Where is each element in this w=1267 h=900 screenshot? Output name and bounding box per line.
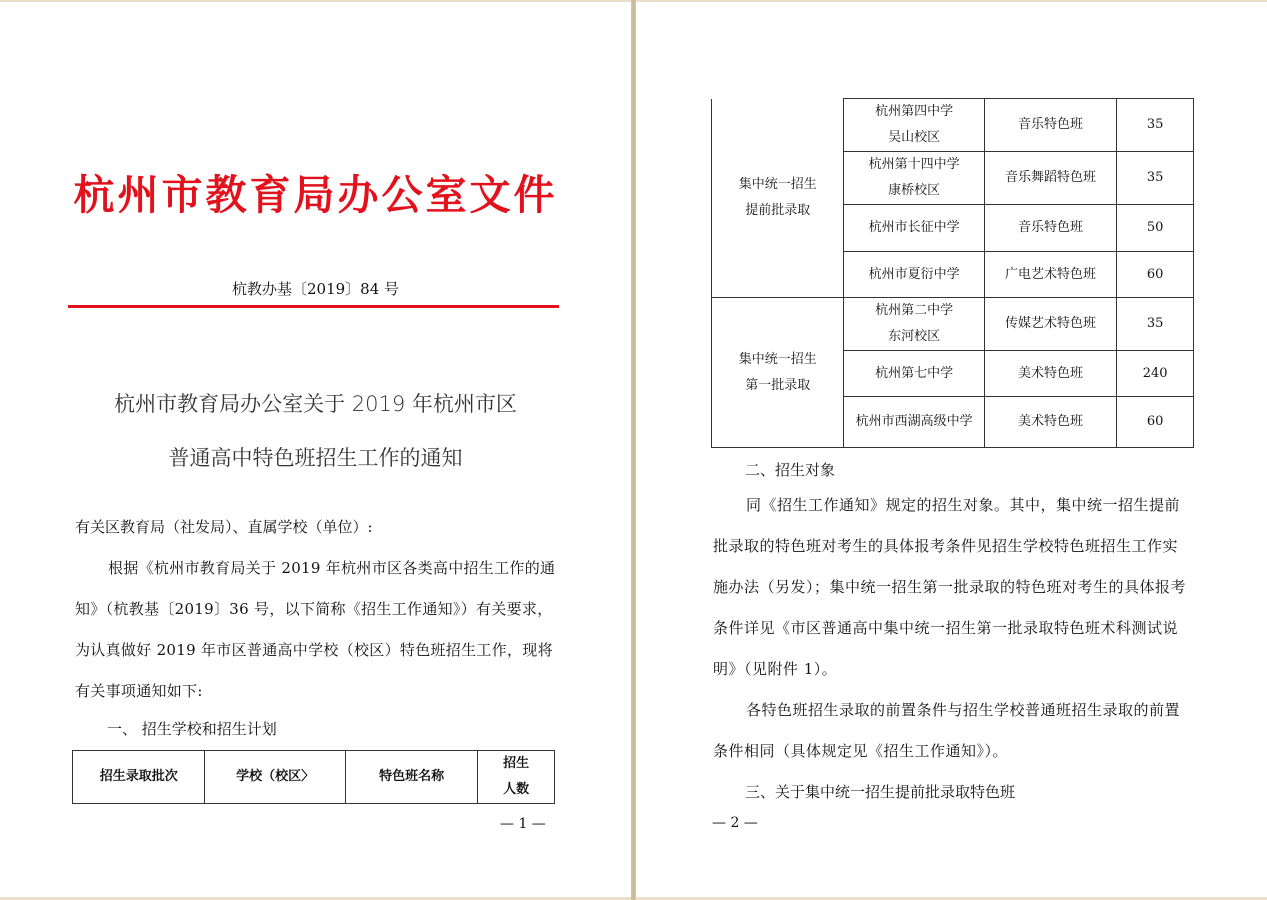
batch-line-1: 集中统一招生	[738, 176, 817, 192]
count-cell: 60	[1117, 397, 1194, 448]
school-cell	[844, 99, 984, 152]
page-number: — 1 —	[500, 816, 546, 832]
body-text: 根据《杭州市教育局关于 2019 年杭州市区各类高中招生工作的通知》（杭教基〔2019〕36 号，以下简称《招生工作通知》）有关要求，为认真做好 2019 年市区普通高中学校（校区）特色班招生工作，现将有关事项通知如下:	[75, 559, 556, 700]
body-paragraphs	[713, 485, 1193, 772]
document-header-title: 杭州市教育局办公室文件	[73, 171, 558, 219]
school-cell: 杭州第七中学	[844, 351, 984, 397]
class-cell: 美术特色班	[984, 397, 1116, 448]
school-cell: 杭州市长征中学	[844, 205, 984, 252]
header-cell-school: 学校（校区〉	[205, 751, 345, 804]
count-cell: 35	[1117, 99, 1194, 152]
school-line-1: 杭州第十四中学	[868, 157, 960, 172]
school-line-2: 康桥校区	[888, 183, 941, 198]
page-number: — 2 —	[712, 815, 758, 831]
school-cell: 杭州市西湖高级中学	[844, 397, 984, 448]
batch-cell	[712, 298, 844, 448]
batch-line-1: 集中统一招生	[738, 351, 817, 367]
class-cell: 传媒艺术特色班	[984, 298, 1116, 351]
count-cell: 60	[1117, 252, 1194, 298]
school-line-2: 吴山校区	[888, 130, 941, 145]
batch-line-2: 第一批录取	[745, 377, 811, 393]
school-cell	[844, 298, 984, 351]
school-line-1: 杭州第四中学	[875, 104, 954, 119]
plan-table	[711, 98, 1194, 448]
paragraph-1: 同《招生工作通知》规定的招生对象。其中，集中统一招生提前批录取的特色班对考生的具体报考条件见招生学校特色班招生工作实施办法（另发）；集中统一招生第一批录取的特色班对考生的具体报考条件详见《市区普通高中集中统一招生第一批录取特色班术科测试说明》（见附件 1）。	[713, 496, 1187, 678]
school-cell: 杭州市夏衍中学	[844, 252, 984, 298]
header-cell-class: 特色班名称	[345, 751, 477, 804]
count-cell: 50	[1117, 205, 1194, 252]
table-row	[712, 99, 1194, 152]
section-heading-3: 三、关于集中统一招生提前批录取特色班	[745, 783, 1016, 801]
school-line-2: 东河校区	[888, 329, 941, 344]
class-cell: 音乐特色班	[984, 205, 1116, 252]
plan-table-header	[72, 750, 555, 804]
document-page-1	[0, 2, 631, 897]
notice-title-line-2: 普通高中特色班招生工作的通知	[168, 446, 463, 470]
notice-title-line-1: 杭州市教育局办公室关于 2019 年杭州市区	[114, 392, 517, 416]
batch-cell	[712, 99, 844, 298]
class-cell: 音乐舞蹈特色班	[984, 152, 1116, 205]
body-paragraph	[75, 548, 557, 712]
document-number: 杭教办基〔2019〕84 号	[231, 280, 400, 298]
header-cell-count	[478, 751, 555, 804]
count-cell: 35	[1117, 152, 1194, 205]
count-cell: 240	[1117, 351, 1194, 397]
class-cell: 音乐特色班	[984, 99, 1116, 152]
count-cell: 35	[1117, 298, 1194, 351]
section-heading-2: 二、招生对象	[745, 461, 836, 479]
salutation: 有关区教育局（社发局）、直属学校（单位）:	[75, 518, 373, 536]
section-heading-1: 一、 招生学校和招生计划	[107, 720, 277, 738]
paragraph-2: 各特色班招生录取的前置条件与招生学校普通班招生录取的前置条件相同（具体规定见《招生工作通知》）。	[713, 701, 1181, 760]
class-cell: 美术特色班	[984, 351, 1116, 397]
red-divider-line	[68, 305, 559, 308]
header-count-line-2: 人数	[503, 782, 530, 797]
school-line-1: 杭州第二中学	[875, 303, 954, 318]
header-cell-batch: 招生录取批次	[73, 751, 205, 804]
table-row	[712, 298, 1194, 351]
school-cell	[844, 152, 984, 205]
batch-line-2: 提前批录取	[745, 202, 811, 218]
header-count-line-1: 招生	[503, 756, 530, 771]
class-cell: 广电艺术特色班	[984, 252, 1116, 298]
document-page-2	[636, 2, 1267, 897]
